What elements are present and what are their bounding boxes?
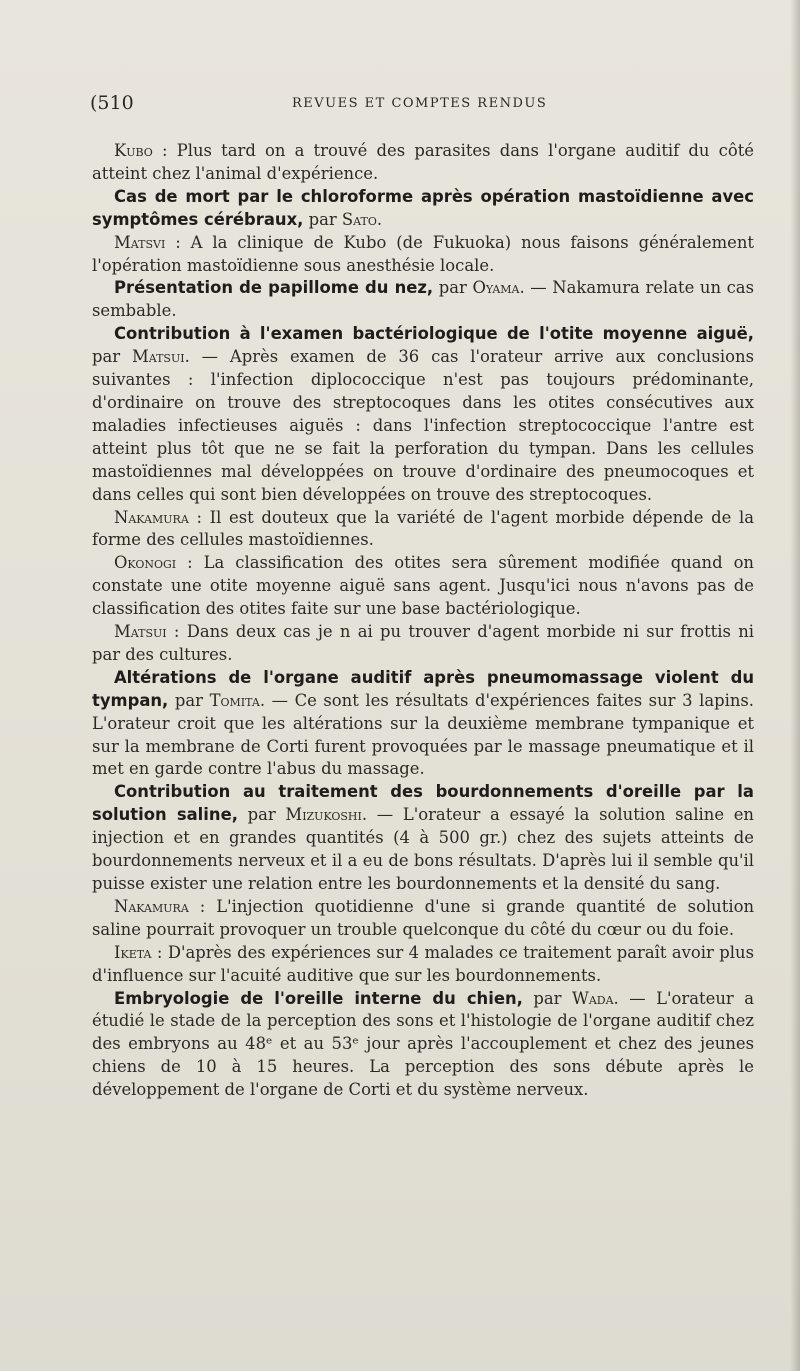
author-name: Matsui bbox=[131, 347, 185, 367]
paragraph-kubo bbox=[92, 140, 754, 186]
author-prefix: par bbox=[522, 988, 572, 1008]
paragraph-iketa bbox=[92, 942, 754, 988]
paragraph-text: : D'après des expériences sur 4 malades ce traitement paraît avoir plus d'influence sur l'acuité auditive que sur les bourdonnements. bbox=[92, 942, 754, 985]
paragraph-nakamura-2 bbox=[92, 896, 754, 942]
paragraph-text: : L'injection quotidienne d'une si grande quantité de solution saline pourrait provoquer un trouble quelconque du côté du cœur ou du foie. bbox=[92, 896, 754, 939]
speaker-name: Matsvi bbox=[114, 232, 166, 252]
paragraph-matsui bbox=[92, 621, 754, 667]
paragraph-text: : Il est douteux que la variété de l'agent morbide dépende de la forme des cellules mastoïdiennes. bbox=[92, 507, 754, 550]
paragraph-text: . — Ce sont les résultats d'expériences faites sur 3 lapins. L'orateur croit que les altérations sur la deuxième membrane tympanique et sur la membrane de Corti furent provoquées par le massage pneumatique et il met en garde contre l'abus du massage. bbox=[92, 690, 754, 779]
paragraph-okonogi bbox=[92, 552, 754, 621]
section-heading: Cas de mort par le chloroforme après opération mastoïdienne avec symptômes cérébraux, bbox=[92, 186, 754, 229]
paragraph-matsvi bbox=[92, 232, 754, 278]
section-heading: Contribution au traitement des bourdonnements d'oreille par la solution saline, bbox=[92, 782, 754, 825]
paragraph-text: : La classification des otites sera sûrement modifiée quand on constate une otite moyenne aiguë sans agent. Jusqu'ici nous n'avons pas de classification des otites faite sur une base bactériologique. bbox=[92, 553, 754, 619]
running-title: REVUES ET COMPTES RENDUS bbox=[292, 96, 548, 111]
paragraph-text: : A la clinique de Kubo (de Fukuoka) nous faisons généralement l'opération mastoïdienne sous anesthésie locale. bbox=[92, 232, 754, 275]
speaker-name: Kubo bbox=[114, 141, 153, 160]
speaker-name: Okonogi bbox=[114, 553, 177, 573]
speaker-name: Iketa bbox=[114, 942, 152, 962]
author-name: Wada bbox=[571, 988, 614, 1008]
paragraph-text: . — L'orateur a essayé la solution saline en injection et en grandes quantités (4 à 500 gr.) chez des sujets atteints de bourdonnements nerveux et il a eu de bons résultats. D'après lui il semble qu'il puisse exister une relation entre les bourdonnements et la densité du sang. bbox=[92, 805, 754, 893]
page-number: (510 bbox=[90, 92, 134, 114]
section-heading: Altérations de l'organe auditif après pneumomassage violent du tympan, bbox=[92, 667, 754, 710]
author-prefix: par bbox=[168, 690, 210, 710]
paragraph-text: : Plus tard on a trouvé des parasites dans l'organe auditif du côté atteint chez l'animal d'expérience. bbox=[92, 141, 754, 183]
paragraph-bourdonnements bbox=[92, 781, 754, 896]
page-edge-shadow bbox=[790, 0, 800, 1371]
author-name: Sato bbox=[341, 209, 377, 229]
speaker-name: Matsui bbox=[114, 622, 167, 642]
section-heading: Présentation de papillome du nez, bbox=[114, 278, 434, 298]
paragraph-embryologie bbox=[92, 988, 754, 1103]
paragraph-text: . — L'orateur a étudié le stade de la perception des sons et l'histologie de l'organe auditif chez des embryons au 48ᵉ et au 53ᵉ jour après l'accouplement et chez des jeunes chiens de 10 à 15 heures. La perception des sons débute après le développement de l'organe de Corti et du système nerveux. bbox=[92, 988, 754, 1100]
author-prefix: par bbox=[237, 805, 286, 825]
paragraph-chloroforme bbox=[92, 186, 754, 232]
speaker-name: Nakamura bbox=[114, 896, 189, 916]
section-heading: Embryologie de l'oreille interne du chien, bbox=[114, 988, 523, 1008]
speaker-name: Nakamura bbox=[114, 507, 189, 527]
author-prefix: par bbox=[92, 347, 132, 367]
section-heading: Contribution à l'examen bactériologique de l'otite moyenne aiguë, bbox=[114, 324, 754, 344]
author-prefix: par bbox=[303, 209, 342, 229]
paragraph-otite-bacteriologique bbox=[92, 323, 754, 506]
author-prefix: par bbox=[433, 278, 473, 298]
author-name: Mizukoshi bbox=[285, 805, 362, 825]
paragraph-pneumomassage bbox=[92, 667, 754, 782]
paragraph-text: . bbox=[376, 209, 383, 229]
paragraph-papillome bbox=[92, 277, 754, 323]
paragraph-text: . — Nakamura relate un cas sembable. bbox=[92, 278, 754, 321]
page-header bbox=[90, 92, 760, 116]
paragraph-nakamura-1 bbox=[92, 507, 754, 553]
author-name: Oyama bbox=[472, 278, 520, 298]
author-name: Tomita bbox=[209, 690, 260, 710]
article-body bbox=[92, 140, 754, 1102]
paragraph-text: . — Après examen de 36 cas l'orateur arrive aux conclusions suivantes : l'infection diplococcique n'est pas toujours prédominante, d'ordinaire on trouve des streptocoques dans les otites consécutives aux maladies infectieuses aiguës : dans l'infection streptococcique l'antre est atteint plus tôt que ne se fait la perforation du tympan. Dans les cellules mastoïdiennes mal développées on trouve d'ordinaire des pneumocoques et dans celles qui sont bien développées on trouve des streptocoques. bbox=[92, 347, 755, 504]
paragraph-text: : Dans deux cas je n ai pu trouver d'agent morbide ni sur frottis ni par des cultures. bbox=[92, 622, 754, 664]
